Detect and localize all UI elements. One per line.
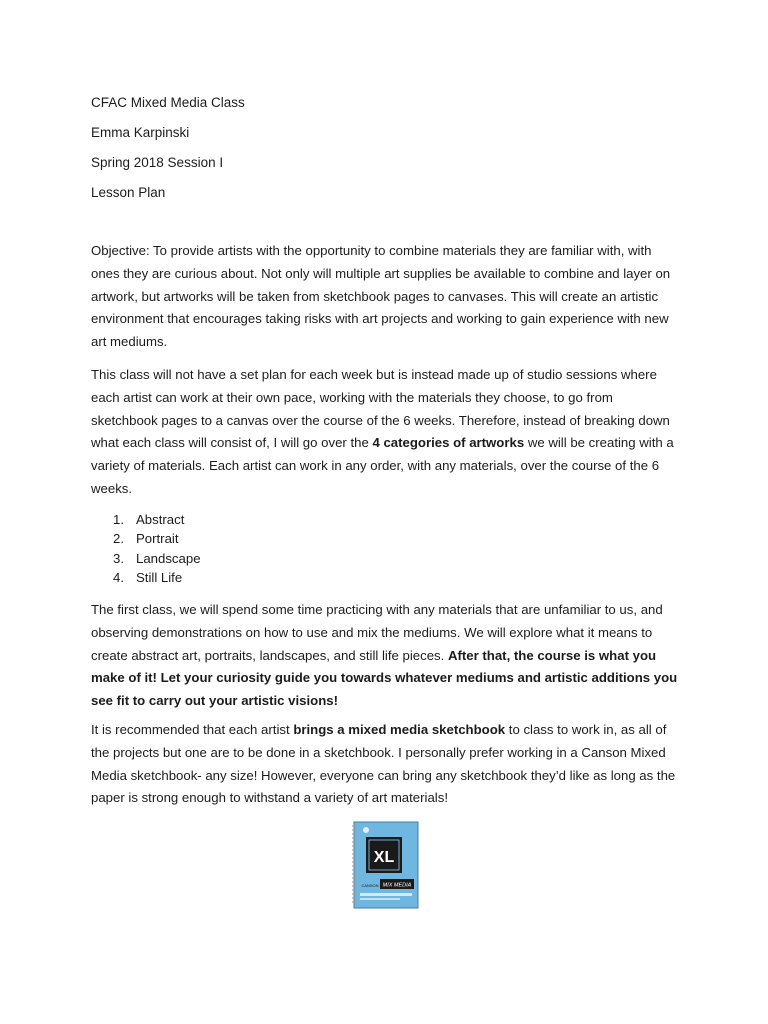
svg-text:MIX MEDIA: MIX MEDIA (382, 882, 412, 889)
list-number: 2. (113, 531, 124, 547)
first-class-paragraph (91, 599, 681, 713)
plan-text-after: we will be creating with a variety of materials. Each artist can work in any order, with any materials, over the course of the 6 weeks. (91, 435, 674, 496)
svg-text:XL: XL (373, 849, 395, 866)
categories-list (91, 510, 201, 587)
first-class-text: The first class, we will spend some time practicing with any materials that are unfamiliar to us, and observing demonstrations on how to use and mix the mediums. We will explore what it means to create abstract art, portraits, landscapes, and still life pieces. (91, 602, 663, 663)
list-number: 3. (113, 550, 124, 566)
list-item (91, 529, 201, 548)
document-type: Lesson Plan (91, 185, 166, 200)
plan-text-before: This class will not have a set plan for each week but is instead made up of studio sessions where each artist can work at their own pace, working with the materials they choose, to go from sketchbook pages to a canvas over the course of the 6 weeks. Therefore, instead of breaking down what each class will consist of, I will go over the (91, 367, 670, 451)
first-class-bold: After that, the course is what you make of it! Let your curiosity guide you towards whatever mediums and artistic additions you see fit to carry out your artistic visions! (91, 647, 678, 708)
list-label: Landscape (136, 550, 201, 566)
list-item (91, 510, 201, 529)
list-number: 1. (113, 512, 124, 527)
sketchbook-bold: brings a mixed media sketchbook (293, 722, 506, 737)
svg-text:CANSON: CANSON (361, 883, 379, 888)
sketchbook-paragraph (91, 719, 681, 810)
plan-bold-categories: 4 categories of artworks (372, 435, 525, 451)
class-name: CFAC Mixed Media Class (91, 95, 245, 110)
list-label: Portrait (136, 531, 179, 547)
session-label: Spring 2018 Session I (91, 155, 224, 170)
sketchbook-text-before: It is recommended that each artist (91, 722, 294, 737)
list-item (91, 568, 201, 587)
objective-paragraph: Objective: To provide artists with the opportunity to combine materials they are familiar with, with ones they are curious about. Not only will multiple art supplies be available to combine and layer on artwork, but artworks will be taken from sketchbook pages to canvases. This will create an artistic environment that encourages taking risks with art projects and working to gain experience with new art mediums. (91, 243, 671, 349)
list-item (91, 549, 201, 568)
list-number: 4. (113, 569, 124, 585)
sketchbook-cover-image (350, 821, 420, 909)
sketchbook-text-after: to class to work in, as all of the projects but one are to be done in a sketchbook. I personally prefer working in a Canson Mixed Media sketchbook- any size! However, everyone can bring any sketchbook they’d like as long as the paper is strong enough to withstand a variety of art materials! (91, 722, 676, 806)
plan-paragraph (91, 364, 681, 501)
list-label: Abstract (136, 512, 185, 527)
list-label: Still Life (136, 569, 183, 585)
instructor-name: Emma Karpinski (91, 125, 190, 140)
